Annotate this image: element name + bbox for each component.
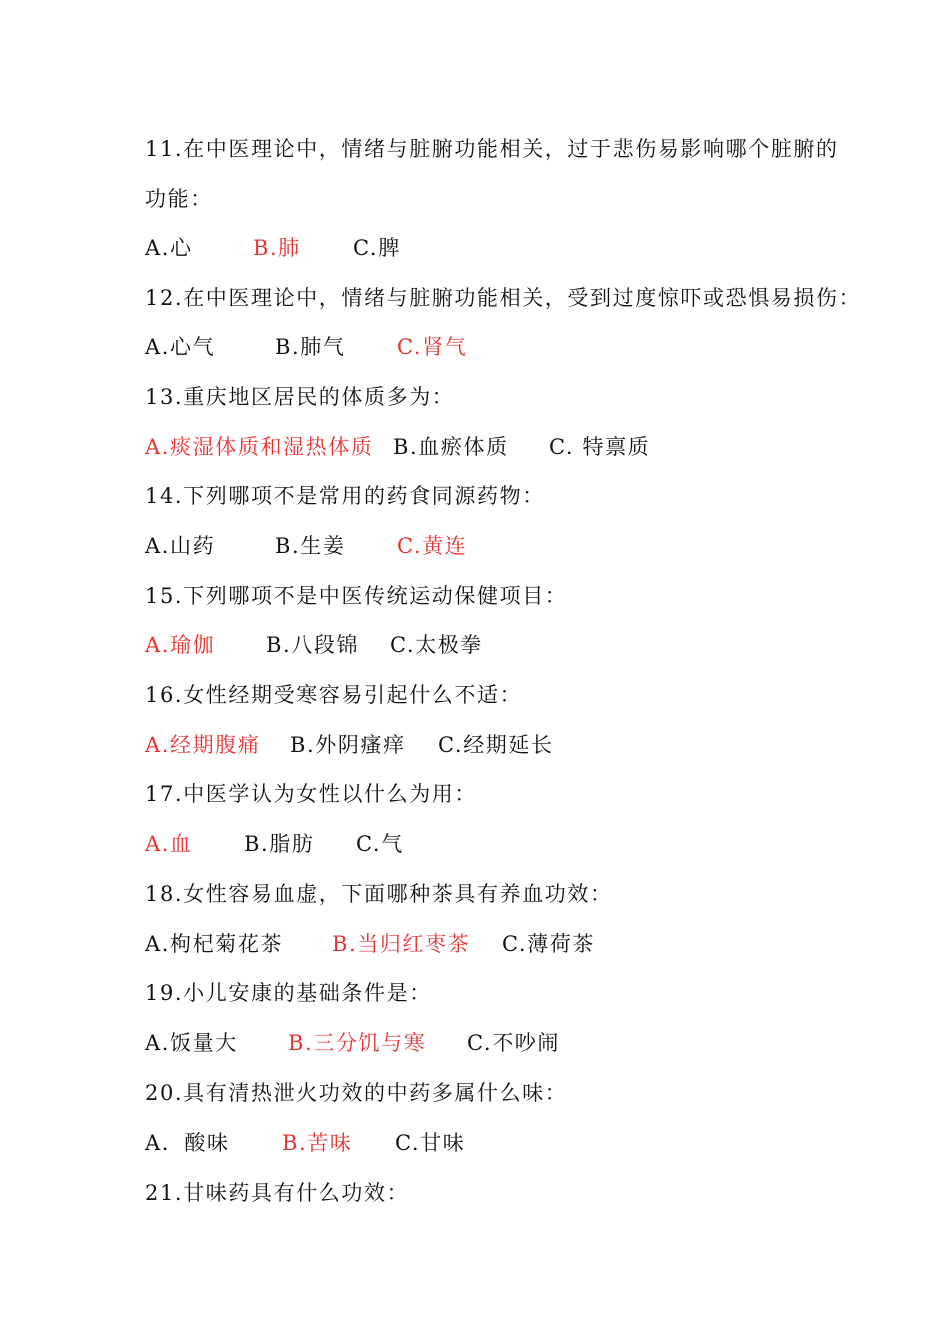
option-c: C.薄荷茶 [502, 932, 595, 956]
question-11-text: 11.在中医理论中，情绪与脏腑功能相关，过于悲伤易影响哪个脏腑的 [145, 137, 839, 161]
question-13-text: 13.重庆地区居民的体质多为： [145, 385, 455, 409]
option-b: B.生姜 [275, 534, 346, 558]
question-21-text: 21.甘味药具有什么功效： [145, 1181, 410, 1205]
option-c: C. 特禀质 [549, 435, 651, 459]
option-b: B.血瘀体质 [393, 435, 509, 459]
option-a-correct: A.经期腹痛 [145, 733, 261, 757]
option-b-correct: B.当归红枣茶 [332, 932, 471, 956]
option-b-correct: B.三分饥与寒 [288, 1031, 427, 1055]
question-20-text: 20.具有清热泄火功效的中药多属什么味： [145, 1081, 568, 1105]
option-a: A.心气 [145, 335, 216, 359]
option-b: B.外阴瘙痒 [290, 733, 406, 757]
option-a: A．酸味 [145, 1131, 230, 1155]
option-c-correct: C.黄连 [397, 534, 468, 558]
option-a-correct: A.瑜伽 [145, 633, 216, 657]
option-b: B.肺气 [275, 335, 346, 359]
option-a: A.饭量大 [145, 1031, 238, 1055]
option-b-correct: B.苦味 [282, 1131, 353, 1155]
option-c: C.脾 [353, 236, 401, 260]
option-c: C.不吵闹 [467, 1031, 560, 1055]
option-c: C.经期延长 [438, 733, 554, 757]
option-c: C.甘味 [395, 1131, 466, 1155]
option-a: A.心 [145, 236, 193, 260]
option-b: B.脂肪 [244, 832, 315, 856]
option-a: A.枸杞菊花茶 [145, 932, 284, 956]
option-a: A.山药 [145, 534, 216, 558]
question-14-text: 14.下列哪项不是常用的药食同源药物： [145, 484, 545, 508]
question-12-text: 12.在中医理论中，情绪与脏腑功能相关，受到过度惊吓或恐惧易损伤： [145, 286, 862, 310]
option-c-correct: C.肾气 [397, 335, 468, 359]
question-16-text: 16.女性经期受寒容易引起什么不适： [145, 683, 523, 707]
option-b-correct: B.肺 [253, 236, 301, 260]
option-a-correct: A.痰湿体质和湿热体质 [145, 435, 374, 459]
question-17-text: 17.中医学认为女性以什么为用： [145, 782, 477, 806]
question-19-text: 19.小儿安康的基础条件是： [145, 981, 432, 1005]
option-c: C.气 [356, 832, 404, 856]
question-11-text-cont: 功能： [145, 187, 213, 211]
question-15-text: 15.下列哪项不是中医传统运动保健项目： [145, 584, 568, 608]
question-18-text: 18.女性容易血虚，下面哪种茶具有养血功效： [145, 882, 613, 906]
option-b: B.八段锦 [266, 633, 360, 657]
option-c: C.太极拳 [390, 633, 483, 657]
option-a-correct: A.血 [145, 832, 193, 856]
